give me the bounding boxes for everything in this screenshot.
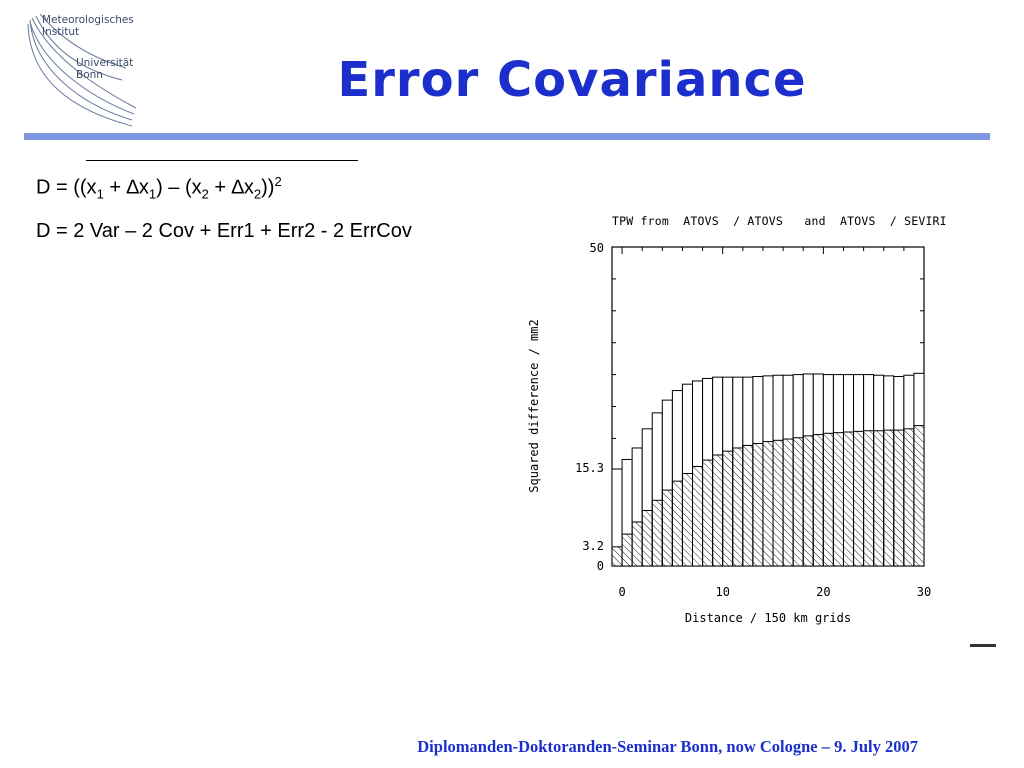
bar-open — [632, 448, 642, 566]
bar-hatched — [723, 451, 733, 566]
bar-open — [652, 413, 662, 566]
bar-hatched — [793, 438, 803, 566]
bar-hatched — [783, 439, 793, 566]
bar-open — [753, 377, 763, 566]
bar-open — [672, 391, 682, 566]
chart-mark — [970, 644, 996, 647]
bar-hatched — [874, 431, 884, 566]
formula-line-1: $D = ((x_1 + \Delta x_1) - (x_2 + \Delta x_2))^2$ — [36, 174, 282, 202]
bar-hatched — [884, 430, 894, 566]
bar-hatched — [672, 481, 682, 566]
bar-open — [793, 375, 803, 566]
bar-open — [823, 375, 833, 566]
bar-open — [843, 375, 853, 566]
bar-open — [894, 377, 904, 566]
bar-open — [783, 375, 793, 566]
x-axis-label: Distance / 150 km grids — [684, 611, 852, 625]
logo-text-line1: Meteorologisches — [42, 14, 134, 26]
bar-hatched — [612, 547, 622, 566]
bar-hatched — [914, 426, 924, 566]
footer-text: Diplomanden-Doktoranden-Seminar Bonn, now Cologne – 9. July 2007 — [417, 737, 918, 756]
bar-open — [743, 377, 753, 566]
bar-open — [904, 375, 914, 566]
bar-hatched — [773, 440, 783, 566]
logo-text-line2: Institut — [42, 26, 80, 38]
bar-hatched — [753, 444, 763, 566]
bar-hatched — [894, 430, 904, 566]
bar-hatched — [864, 431, 874, 566]
bar-open — [703, 378, 713, 566]
bar-open — [612, 469, 622, 566]
bar-hatched — [713, 455, 723, 566]
bar-open — [693, 381, 703, 566]
formula-overline — [86, 160, 358, 161]
bar-open — [854, 375, 864, 566]
bar-open — [713, 377, 723, 566]
bar-hatched — [843, 432, 853, 566]
formula-line-2: D = 2 Var – 2 Cov + Err1 + Err2 - 2 ErrCov — [36, 220, 412, 242]
slide-title: Error Covariance — [337, 52, 807, 108]
y-tick-label: 15.3 — [575, 461, 604, 475]
bar-open — [813, 374, 823, 566]
bar-open — [803, 374, 813, 566]
y-tick-label: 0 — [596, 559, 604, 573]
bar-hatched — [642, 510, 652, 566]
plot-frame — [612, 247, 924, 566]
title-divider — [24, 133, 990, 140]
bar-hatched — [904, 429, 914, 566]
bar-open — [733, 377, 743, 566]
bar-open — [723, 377, 733, 566]
bar-open — [773, 375, 783, 566]
bar-open — [682, 384, 692, 566]
y-axis-label: Squared difference / mm2 — [527, 319, 541, 493]
x-tick-label: 10 — [715, 585, 730, 599]
bar-hatched — [803, 436, 813, 566]
bar-open — [874, 375, 884, 566]
bar-open — [833, 375, 843, 566]
bar-open — [763, 376, 773, 566]
bar-hatched — [833, 433, 843, 566]
bar-open — [662, 400, 672, 566]
logo-text-line3: Universität — [76, 57, 134, 69]
bar-open — [914, 373, 924, 566]
bar-hatched — [703, 460, 713, 566]
bar-open — [622, 459, 632, 566]
bar-hatched — [813, 435, 823, 566]
y-tick-label: 3.2 — [582, 539, 604, 553]
bar-hatched — [763, 442, 773, 566]
x-tick-label: 20 — [816, 585, 831, 599]
bar-hatched — [743, 445, 753, 566]
chart-title: TPW from ATOVS / ATOVS and ATOVS / SEVIRI — [612, 214, 947, 228]
bar-hatched — [652, 500, 662, 566]
bar-hatched — [632, 522, 642, 566]
bar-open — [884, 376, 894, 566]
y-tick-label: 50 — [589, 241, 604, 255]
bar-hatched — [693, 466, 703, 566]
bar-hatched — [854, 431, 864, 566]
bar-hatched — [662, 490, 672, 566]
bar-hatched — [622, 534, 632, 566]
x-tick-label: 0 — [618, 585, 626, 599]
bar-open — [864, 375, 874, 566]
bar-open — [642, 429, 652, 566]
x-tick-label: 30 — [916, 585, 932, 599]
logo-text-line4: Bonn — [76, 69, 103, 81]
bar-hatched — [733, 448, 743, 566]
bar-hatched — [682, 473, 692, 566]
bar-hatched — [823, 433, 833, 566]
